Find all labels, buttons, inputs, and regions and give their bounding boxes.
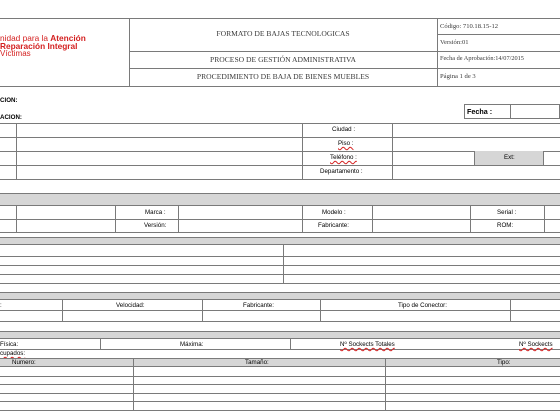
floor-label-text: Piso : (338, 140, 354, 147)
total-sockets-text: Nº Sockects Totales (340, 341, 395, 348)
occupied-label (0, 350, 25, 357)
section1-label-b: ACION: (0, 114, 22, 121)
city-field[interactable] (393, 124, 560, 137)
memory-col0-label: : (0, 302, 2, 309)
document-version: Versión:01 (440, 39, 469, 46)
process-name: PROCESO DE GESTIÓN ADMINISTRATIVA (209, 55, 357, 64)
phone-label-text: Teléfono : (330, 154, 357, 161)
brand-label: Marca : (145, 209, 166, 216)
page-number: Página 1 de 3 (440, 73, 476, 80)
date-label: Fecha : (467, 107, 493, 116)
phone-field[interactable] (393, 152, 473, 165)
physical-label: Física: (0, 341, 19, 348)
logo-line1-bold: Atención (50, 33, 86, 43)
memory-manufacturer-label: Fabricante: (243, 302, 274, 309)
serial-label: Serial : (497, 209, 517, 216)
version-label: Versión: (144, 222, 167, 229)
ext-label: Ext: (504, 154, 515, 161)
max-label: Máxima: (180, 341, 204, 348)
rom-label: ROM: (497, 222, 514, 229)
sockets-label (519, 341, 553, 348)
occupied-text: cupados: (0, 350, 26, 357)
total-sockets-label (340, 341, 395, 348)
logo-line2: Reparación Integral (0, 41, 78, 51)
number-column-header: Numero: (12, 359, 36, 366)
speed-label: Velocidad: (116, 302, 145, 309)
department-label: Departamento : (320, 168, 363, 175)
document-title: FORMATO DE BAJAS TECNOLOGICAS (216, 29, 350, 38)
connector-type-label: Tipo de Conector: (398, 302, 447, 309)
floor-label (338, 140, 353, 147)
approval-date: Fecha de Aprobación:14/07/2015 (440, 55, 524, 62)
section1-label-a: CION: (0, 97, 18, 104)
city-label: Ciudad : (332, 126, 356, 133)
date-field[interactable] (511, 105, 559, 118)
sockets-table-header (0, 358, 560, 367)
phone-label (330, 154, 357, 161)
manufacturer-label: Fabricante: (318, 222, 349, 229)
size-column-header: Tamaño: (245, 359, 269, 366)
department-field[interactable] (393, 166, 560, 179)
model-label: Modelo : (322, 209, 346, 216)
floor-field[interactable] (393, 138, 560, 151)
sockets-text: Nº Sockects (519, 341, 553, 348)
type-column-header: Tipo: (497, 359, 511, 366)
logo-line1-text: nidad para la (0, 33, 48, 43)
organization-logo (0, 33, 128, 63)
procedure-name: PROCEDIMIENTO DE BAJA DE BIENES MUEBLES (196, 72, 370, 81)
document-code: Código: 710.18.15-12 (440, 23, 499, 30)
logo-line3: Víctimas (0, 49, 31, 58)
